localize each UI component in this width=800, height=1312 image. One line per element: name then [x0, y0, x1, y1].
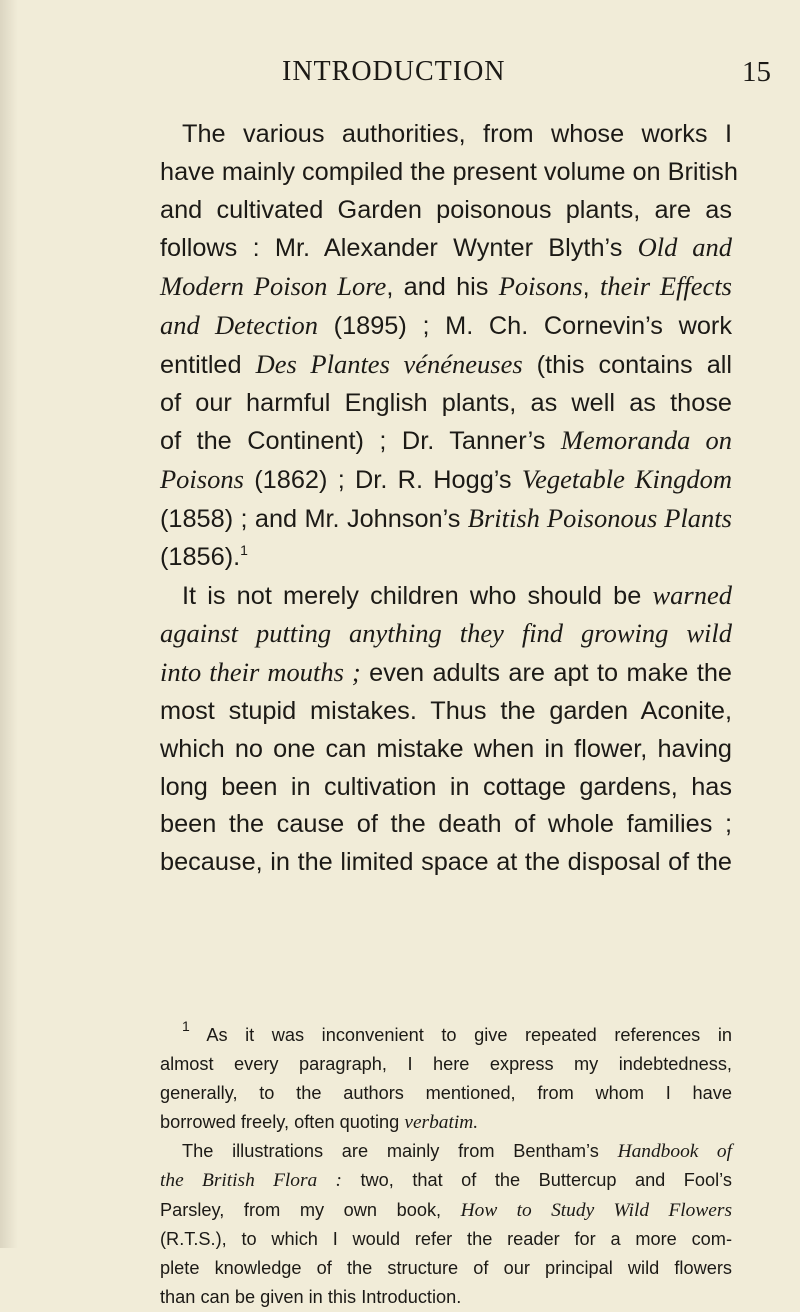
footnote-marker: 1 [182, 1018, 190, 1034]
text-line: and cultivated Garden poisonous plants, are as [160, 195, 732, 224]
book-title: Modern Poison Lore [160, 271, 387, 302]
book-title: Poisons [160, 464, 244, 495]
text-line: into their mouths ; even adults are apt to make the [160, 657, 732, 688]
running-title: INTRODUCTION [282, 56, 506, 87]
book-title: Vegetable Kingdom [521, 464, 733, 495]
main-text [160, 116, 738, 882]
book-title: Memoranda on [560, 425, 732, 456]
emphasis: into their mouths ; [160, 657, 361, 688]
binding-shadow [0, 0, 18, 1248]
text-line: (1856).$^1$ [160, 541, 248, 571]
text-line: the British Flora : two, that of the Buttercup and Fool’s [160, 1170, 732, 1192]
text-line: The various authorities, from whose works I [182, 120, 732, 148]
text-line: most stupid mistakes. Thus the garden Aconite, [160, 696, 732, 725]
text-line: (1858) ; and Mr. Johnson’s British Poisonous Plants [160, 502, 732, 533]
text-line: almost every paragraph, I here express my indebtedness, [160, 1054, 732, 1075]
text-line: follows : Mr. Alexander Wynter Blyth’s Old and [160, 232, 733, 263]
text-line: The illustrations are mainly from Bentham’s Handbook of [182, 1141, 732, 1163]
text-line: long been in cultivation in cottage gardens, has [160, 772, 732, 801]
book-title: Old and [637, 232, 733, 263]
book-title: and Detection [160, 309, 319, 340]
footnote-paragraph [160, 1137, 732, 1312]
book-title: Handbook of [617, 1141, 732, 1163]
book-title: How to Study Wild Flowers [460, 1199, 733, 1221]
text-line: of the Continent) ; Dr. Tanner’s Memoranda on [160, 425, 732, 456]
running-head [0, 56, 800, 92]
footnote-reference: 1 [240, 541, 248, 558]
text-line [160, 615, 732, 654]
text-line: than can be given in this Introduction. [160, 1286, 462, 1307]
book-title: the British Flora : [160, 1170, 342, 1192]
book-title: Des Plantes vénéneuses [255, 348, 523, 379]
text-line: It is not merely children who should be warned [182, 579, 732, 610]
footnote-paragraph [160, 1018, 732, 1137]
emphasis: against putting anything they find growing wild [160, 618, 732, 649]
page-number: 15 [742, 56, 771, 88]
book-title: their Effects [599, 271, 732, 302]
text-line: Modern Poison Lore, and his Poisons, their Effects [160, 271, 732, 302]
text-line: plete knowledge of the structure of our principal wild flowers [160, 1257, 732, 1278]
book-title: British Poisonous Plants [467, 502, 732, 533]
text-line: Poisons (1862) ; Dr. R. Hogg’s Vegetable Kingdom [160, 464, 733, 495]
text-line: generally, to the authors mentioned, from whom I have [160, 1083, 732, 1104]
paragraph-authorities [160, 116, 738, 577]
text-line: borrowed freely, often quoting verbatim. [160, 1112, 479, 1134]
text-line: have mainly compiled the present volume on British [160, 157, 738, 186]
text-line: been the cause of the death of whole families ; [160, 810, 732, 839]
emphasis: warned [652, 579, 732, 610]
text-line: entitled Des Plantes vénéneuses (this contains all [160, 348, 732, 379]
text-line: and Detection (1895) ; M. Ch. Cornevin’s work [160, 309, 732, 340]
paragraph-warning [160, 577, 732, 882]
text-line: because, in the limited space at the disposal of the [160, 848, 732, 877]
text-line: of our harmful English plants, as well as those [160, 388, 732, 417]
book-title: Poisons [498, 271, 583, 302]
footnote [160, 1018, 733, 1312]
text-line: which no one can mistake when in flower, having [160, 734, 732, 763]
text-line: $^1$ As it was inconvenient to give repeated references in [182, 1018, 732, 1045]
text-line: (R.T.S.), to which I would refer the reader for a more com- [160, 1228, 732, 1249]
text-line: Parsley, from my own book, How to Study Wild Flowers [160, 1199, 733, 1221]
emphasis: verbatim. [404, 1112, 479, 1134]
